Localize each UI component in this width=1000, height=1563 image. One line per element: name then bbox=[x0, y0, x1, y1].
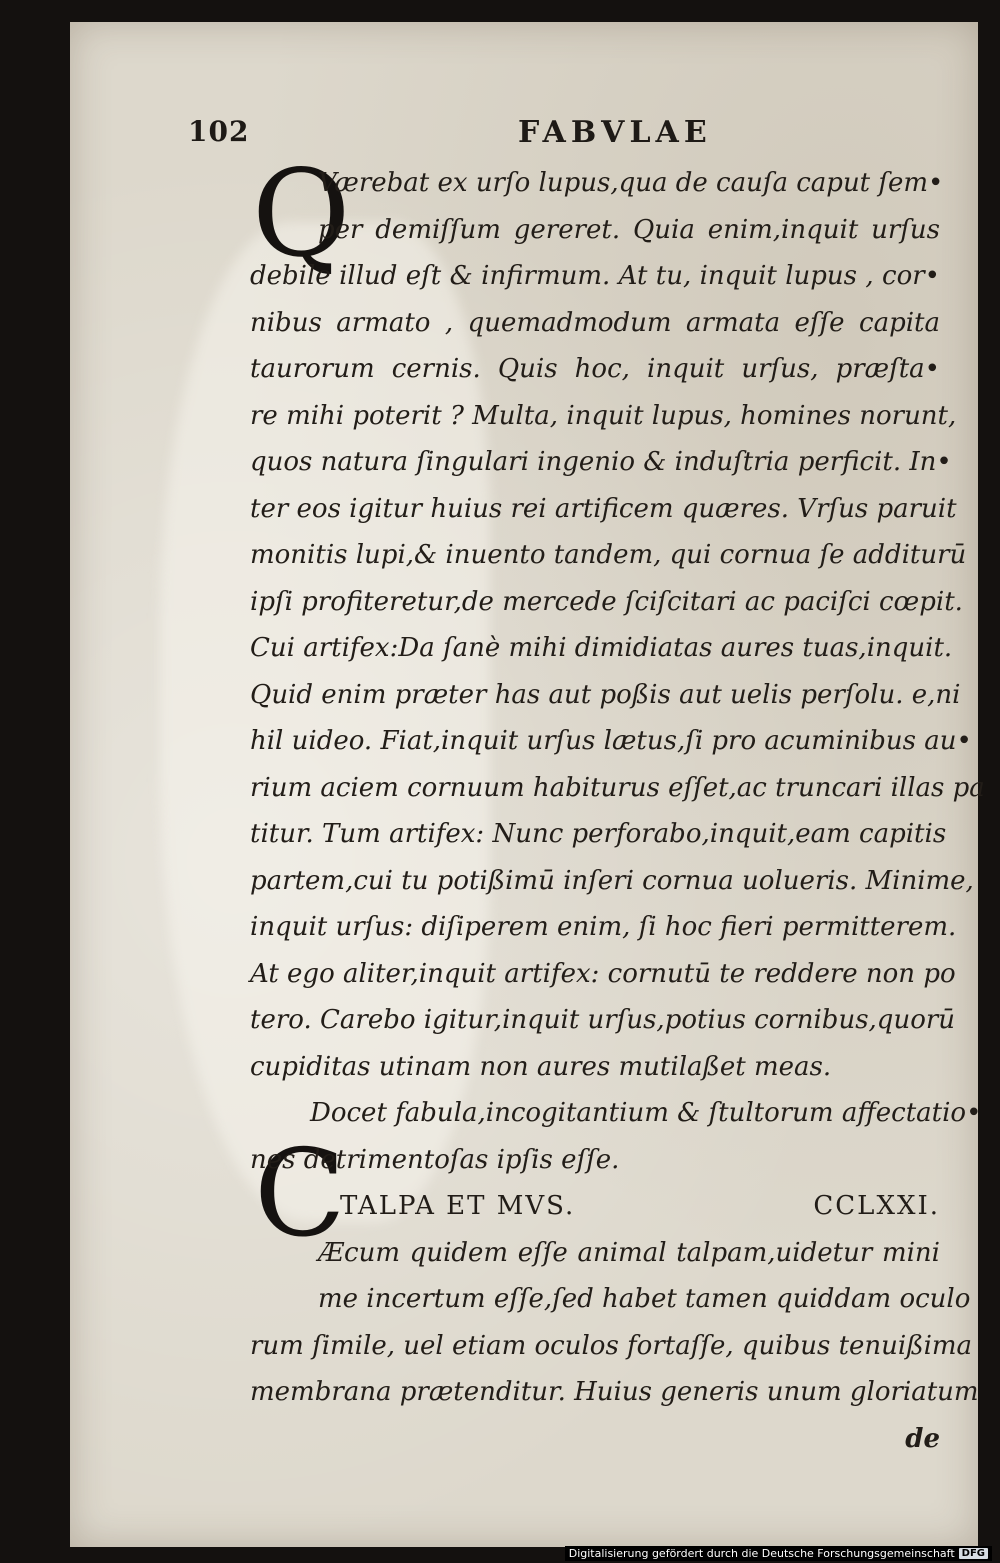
fable-number: CCLXXI. bbox=[813, 1191, 940, 1221]
text-line: taurorum cernis. Quis hoc, inquit urſus, præſta• bbox=[250, 354, 940, 384]
text-line: ipſi profiteretur,de mercede ſciſcitari ac paciſci cœpit. bbox=[250, 586, 963, 617]
text-line: debile illud eſt & infirmum. At tu, inquit lupus , cor• bbox=[250, 261, 940, 291]
text-line: Æcum quidem eſſe animal talpam,uidetur mini bbox=[318, 1237, 940, 1268]
fable-heading bbox=[250, 1183, 940, 1230]
text-line: rium aciem cornuum habiturus eſſet,ac truncari illas pa bbox=[250, 772, 985, 803]
credit-text: Digitalisierung gefördert durch die Deutsche Forschungsgemeinschaft bbox=[568, 1547, 955, 1560]
text-line: ter eos igitur huius rei artificem quæres. Vrſus paruit bbox=[250, 493, 957, 524]
text-line: partem,cui tu potißimū inſeri cornua uolueris. Minime, bbox=[250, 865, 974, 896]
dfg-logo: DFG bbox=[959, 1548, 988, 1559]
text-line: nibus armato , quemadmodum armata eſſe capita bbox=[250, 307, 940, 338]
text-line: monitis lupi,& inuento tandem, qui cornua ſe additurū bbox=[250, 540, 967, 570]
text-line: re mihi poterit ? Multa, inquit lupus, homines norunt, bbox=[250, 400, 957, 431]
running-head: FABVLAE bbox=[518, 115, 712, 150]
catchword: de bbox=[905, 1423, 940, 1454]
text-line: cupiditas utinam non aures mutilaßet meas. bbox=[250, 1051, 832, 1082]
text-line: quos natura ſingulari ingenio & induſtria perficit. In• bbox=[250, 447, 952, 477]
text-line: rum ſimile, uel etiam oculos fortaſſe, quibus tenuißima bbox=[250, 1330, 973, 1361]
digitization-credit bbox=[565, 1546, 992, 1561]
text-line: Cui artifex:Da ſanè mihi dimidiatas aures tuas,inquit. bbox=[250, 633, 953, 663]
body-text bbox=[250, 160, 985, 1462]
moral-line: Docet fabula,incogitantium & ſtultorum affectatio• bbox=[310, 1098, 982, 1128]
text-line: hil uideo. Fiat,inquit urſus lætus,ſi pro acuminibus au• bbox=[250, 726, 972, 756]
text-line: per demiſſum gereret. Quia enim,inquit urſus bbox=[318, 214, 940, 245]
drop-cap-q: Q bbox=[252, 145, 351, 284]
text-line: titur. Tum artifex: Nunc perforabo,inquit,eam capitis bbox=[250, 819, 947, 849]
text-line: me incertum eſſe,ſed habet tamen quiddam oculo bbox=[318, 1284, 971, 1314]
text-line: inquit urſus: diſiperem enim, ſi hoc fieri permitterem. bbox=[250, 912, 957, 942]
text-line: Værebat ex urſo lupus,qua de cauſa caput ſem• bbox=[318, 168, 944, 198]
text-line: At ego aliter,inquit artifex: cornutū te reddere non po bbox=[250, 958, 956, 989]
drop-cap-c: C bbox=[254, 1125, 346, 1264]
text-line: Quid enim præter has aut poßis aut uelis perſolu. e,ni bbox=[250, 679, 961, 710]
page-number: 102 bbox=[188, 115, 250, 148]
text-line: tero. Carebo igitur,inquit urſus,potius cornibus,quorū bbox=[250, 1005, 956, 1035]
fable-title: TALPA ET MVS. bbox=[340, 1191, 576, 1221]
moral-line: nes detrimentoſas ipſis eſſe. bbox=[250, 1144, 620, 1175]
text-line: membrana prætenditur. Huius generis unum gloriatum bbox=[250, 1377, 979, 1407]
